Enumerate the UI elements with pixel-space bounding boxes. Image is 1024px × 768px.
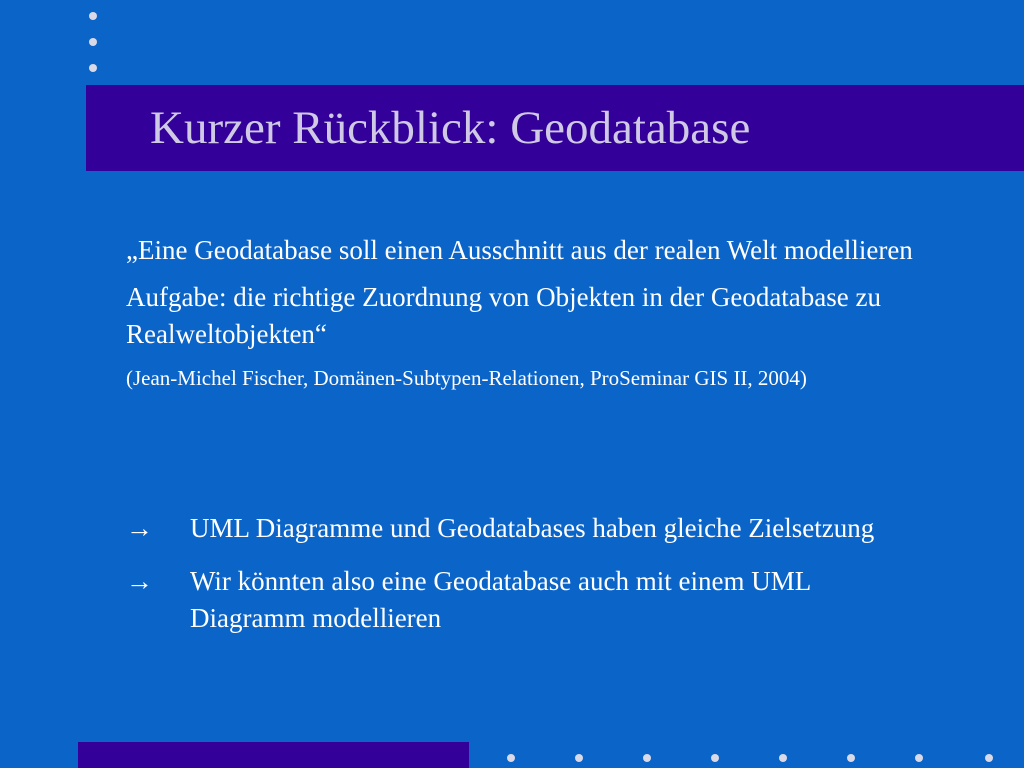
arrow-right-icon: → (126, 513, 153, 543)
decorative-dot (643, 754, 651, 762)
bullet-item (126, 510, 916, 547)
bullet-text: UML Diagramme und Geodatabases haben gleiche Zielsetzung (190, 513, 875, 543)
slide-title: Kurzer Rückblick: Geodatabase (150, 102, 751, 154)
decorative-dot (847, 754, 855, 762)
arrow-right-icon: → (126, 566, 153, 596)
decorative-dot (915, 754, 923, 762)
bullet-list (126, 510, 916, 653)
decorative-dot (985, 754, 993, 762)
quote-block (126, 232, 916, 393)
bullet-item (126, 563, 916, 637)
decorative-dot (89, 64, 97, 72)
decorative-dot (507, 754, 515, 762)
quote-paragraph-1: „Eine Geodatabase soll einen Ausschnitt aus der realen Welt modellieren (126, 235, 913, 265)
citation: (Jean-Michel Fischer, Domänen-Subtypen-Relationen, ProSeminar GIS II, 2004) (126, 366, 807, 390)
decorative-dot (779, 754, 787, 762)
decorative-dots-top (88, 12, 98, 76)
quote-paragraph-2: Aufgabe: die richtige Zuordnung von Objekten in der Geodatabase zu Realweltobjekten“ (126, 282, 881, 349)
bottom-bar (78, 742, 469, 768)
decorative-dot (89, 38, 97, 46)
decorative-dot (575, 754, 583, 762)
decorative-dots-bottom (505, 754, 1005, 764)
bullet-text: Wir könnten also eine Geodatabase auch mit einem UML Diagramm modellieren (190, 566, 811, 633)
decorative-dot (711, 754, 719, 762)
decorative-dot (89, 12, 97, 20)
